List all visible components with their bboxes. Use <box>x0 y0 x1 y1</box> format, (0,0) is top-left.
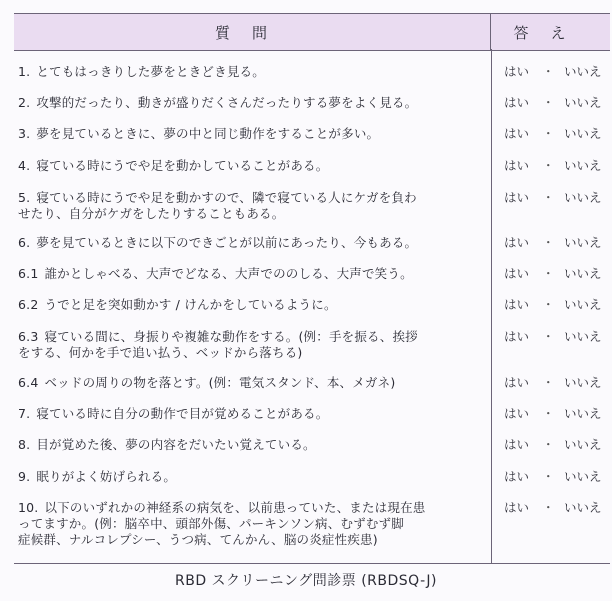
question-number: 4. <box>18 158 31 173</box>
answer-separator: ・ <box>542 375 555 390</box>
question-text <box>18 375 486 391</box>
answer-yes[interactable]: はい <box>504 64 530 79</box>
question-text <box>18 329 486 361</box>
question-line: ってますか。(例：脳卒中、頭部外傷、パーキンソン病、むずむず脚 <box>18 516 404 531</box>
question-line: 症候群、ナルコレプシー、うつ病、てんかん、脳の炎症性疾患) <box>18 532 378 547</box>
answer-no[interactable]: いいえ <box>564 437 602 452</box>
answer-no[interactable]: いいえ <box>564 297 602 312</box>
question-line: 寝ている時にうでや足を動かすので、隣で寝ている人にケガを負わ <box>36 190 417 205</box>
question-text <box>18 126 486 142</box>
question-number: 3. <box>18 126 31 141</box>
answer-separator: ・ <box>542 266 555 281</box>
answer-separator: ・ <box>542 64 555 79</box>
answer-no[interactable]: いいえ <box>564 95 602 110</box>
question-number: 10. <box>18 500 39 515</box>
question-line: 寝ている時にうでや足を動かしていることがある。 <box>36 158 329 173</box>
question-line: 誰かとしゃべる、大声でどなる、大声でののしる、大声で笑う。 <box>44 266 413 281</box>
answer-separator: ・ <box>542 469 555 484</box>
answer-separator: ・ <box>542 297 555 312</box>
question-line: 夢を見ているときに以下のできごとが以前にあったり、今もある。 <box>36 235 418 250</box>
answer-separator: ・ <box>542 95 555 110</box>
question-text <box>18 235 486 251</box>
question-line: 夢を見ているときに、夢の中と同じ動作をすることが多い。 <box>36 126 380 141</box>
answer-yes[interactable]: はい <box>504 437 530 452</box>
question-header: 質問 <box>214 23 289 42</box>
answer-no[interactable]: いいえ <box>564 126 602 141</box>
form-title: RBD スクリーニング問診票 (RBDSQ-J) <box>174 573 438 589</box>
answer-separator: ・ <box>542 406 555 421</box>
question-text <box>18 297 486 313</box>
question-text <box>18 266 486 282</box>
answer-no[interactable]: いいえ <box>564 469 602 484</box>
question-number: 6.1 <box>18 266 39 281</box>
answer-separator: ・ <box>542 235 555 250</box>
answer-separator: ・ <box>542 329 555 344</box>
answer-no[interactable]: いいえ <box>564 329 602 344</box>
answer-no[interactable]: いいえ <box>564 375 602 390</box>
question-number: 1. <box>18 64 31 79</box>
answer-no[interactable]: いいえ <box>564 158 602 173</box>
table-header <box>14 13 610 51</box>
answer-no[interactable]: いいえ <box>564 190 602 205</box>
answer-no[interactable]: いいえ <box>564 500 602 515</box>
question-line: 寝ている間に、身振りや複雑な動作をする。(例：手を振る、挨拶 <box>44 329 418 344</box>
question-text <box>18 469 486 485</box>
question-line: 寝ている時に自分の動作で目が覚めることがある。 <box>36 406 329 421</box>
answer-yes[interactable]: はい <box>504 297 530 312</box>
answer-yes[interactable]: はい <box>504 406 530 421</box>
question-line: とてもはっきりした夢をときどき見る。 <box>36 64 265 79</box>
answer-yes[interactable]: はい <box>504 375 530 390</box>
answer-header: 答え <box>490 14 610 50</box>
answer-yes[interactable]: はい <box>504 190 530 205</box>
answer-no[interactable]: いいえ <box>564 64 602 79</box>
answer-yes[interactable]: はい <box>504 95 530 110</box>
answer-yes[interactable]: はい <box>504 329 530 344</box>
table-bottom-border <box>14 563 610 564</box>
question-text <box>18 95 486 111</box>
question-number: 7. <box>18 406 31 421</box>
question-text <box>18 437 486 453</box>
answer-separator: ・ <box>542 190 555 205</box>
question-text <box>18 500 486 548</box>
question-line: 眠りがよく妨げられる。 <box>36 469 177 484</box>
answer-yes[interactable]: はい <box>504 469 530 484</box>
question-line: をする、何かを手で追い払う、ベッドから落ちる) <box>18 345 303 360</box>
answer-yes[interactable]: はい <box>504 126 530 141</box>
question-line: せたり、自分がケガをしたりすることもある。 <box>18 206 285 221</box>
answer-yes[interactable]: はい <box>504 158 530 173</box>
question-line: うでと足を突如動かす / けんかをしているように。 <box>44 297 337 312</box>
answer-separator: ・ <box>542 158 555 173</box>
question-number: 9. <box>18 469 31 484</box>
question-line: ベッドの周りの物を落とす。(例：電気スタンド、本、メガネ) <box>44 375 396 390</box>
column-divider <box>491 49 492 563</box>
answer-no[interactable]: いいえ <box>564 266 602 281</box>
question-number: 6.3 <box>18 329 39 344</box>
question-text <box>18 158 486 174</box>
answer-no[interactable]: いいえ <box>564 406 602 421</box>
answer-yes[interactable]: はい <box>504 235 530 250</box>
question-number: 6.4 <box>18 375 39 390</box>
question-text <box>18 64 486 80</box>
question-number: 5. <box>18 190 31 205</box>
answer-yes[interactable]: はい <box>504 266 530 281</box>
question-line: 以下のいずれかの神経系の病気を、以前患っていた、または現在患 <box>44 500 426 515</box>
answer-no[interactable]: いいえ <box>564 235 602 250</box>
answer-separator: ・ <box>542 126 555 141</box>
question-number: 2. <box>18 95 31 110</box>
question-line: 目が覚めた後、夢の内容をだいたい覚えている。 <box>36 437 316 452</box>
question-text <box>18 190 486 222</box>
question-number: 6.2 <box>18 297 39 312</box>
question-number: 8. <box>18 437 31 452</box>
question-text <box>18 406 486 422</box>
answer-separator: ・ <box>542 437 555 452</box>
question-number: 6. <box>18 235 31 250</box>
answer-separator: ・ <box>542 500 555 515</box>
question-line: 攻撃的だったり、動きが盛りだくさんだったりする夢をよく見る。 <box>36 95 418 110</box>
answer-yes[interactable]: はい <box>504 500 530 515</box>
